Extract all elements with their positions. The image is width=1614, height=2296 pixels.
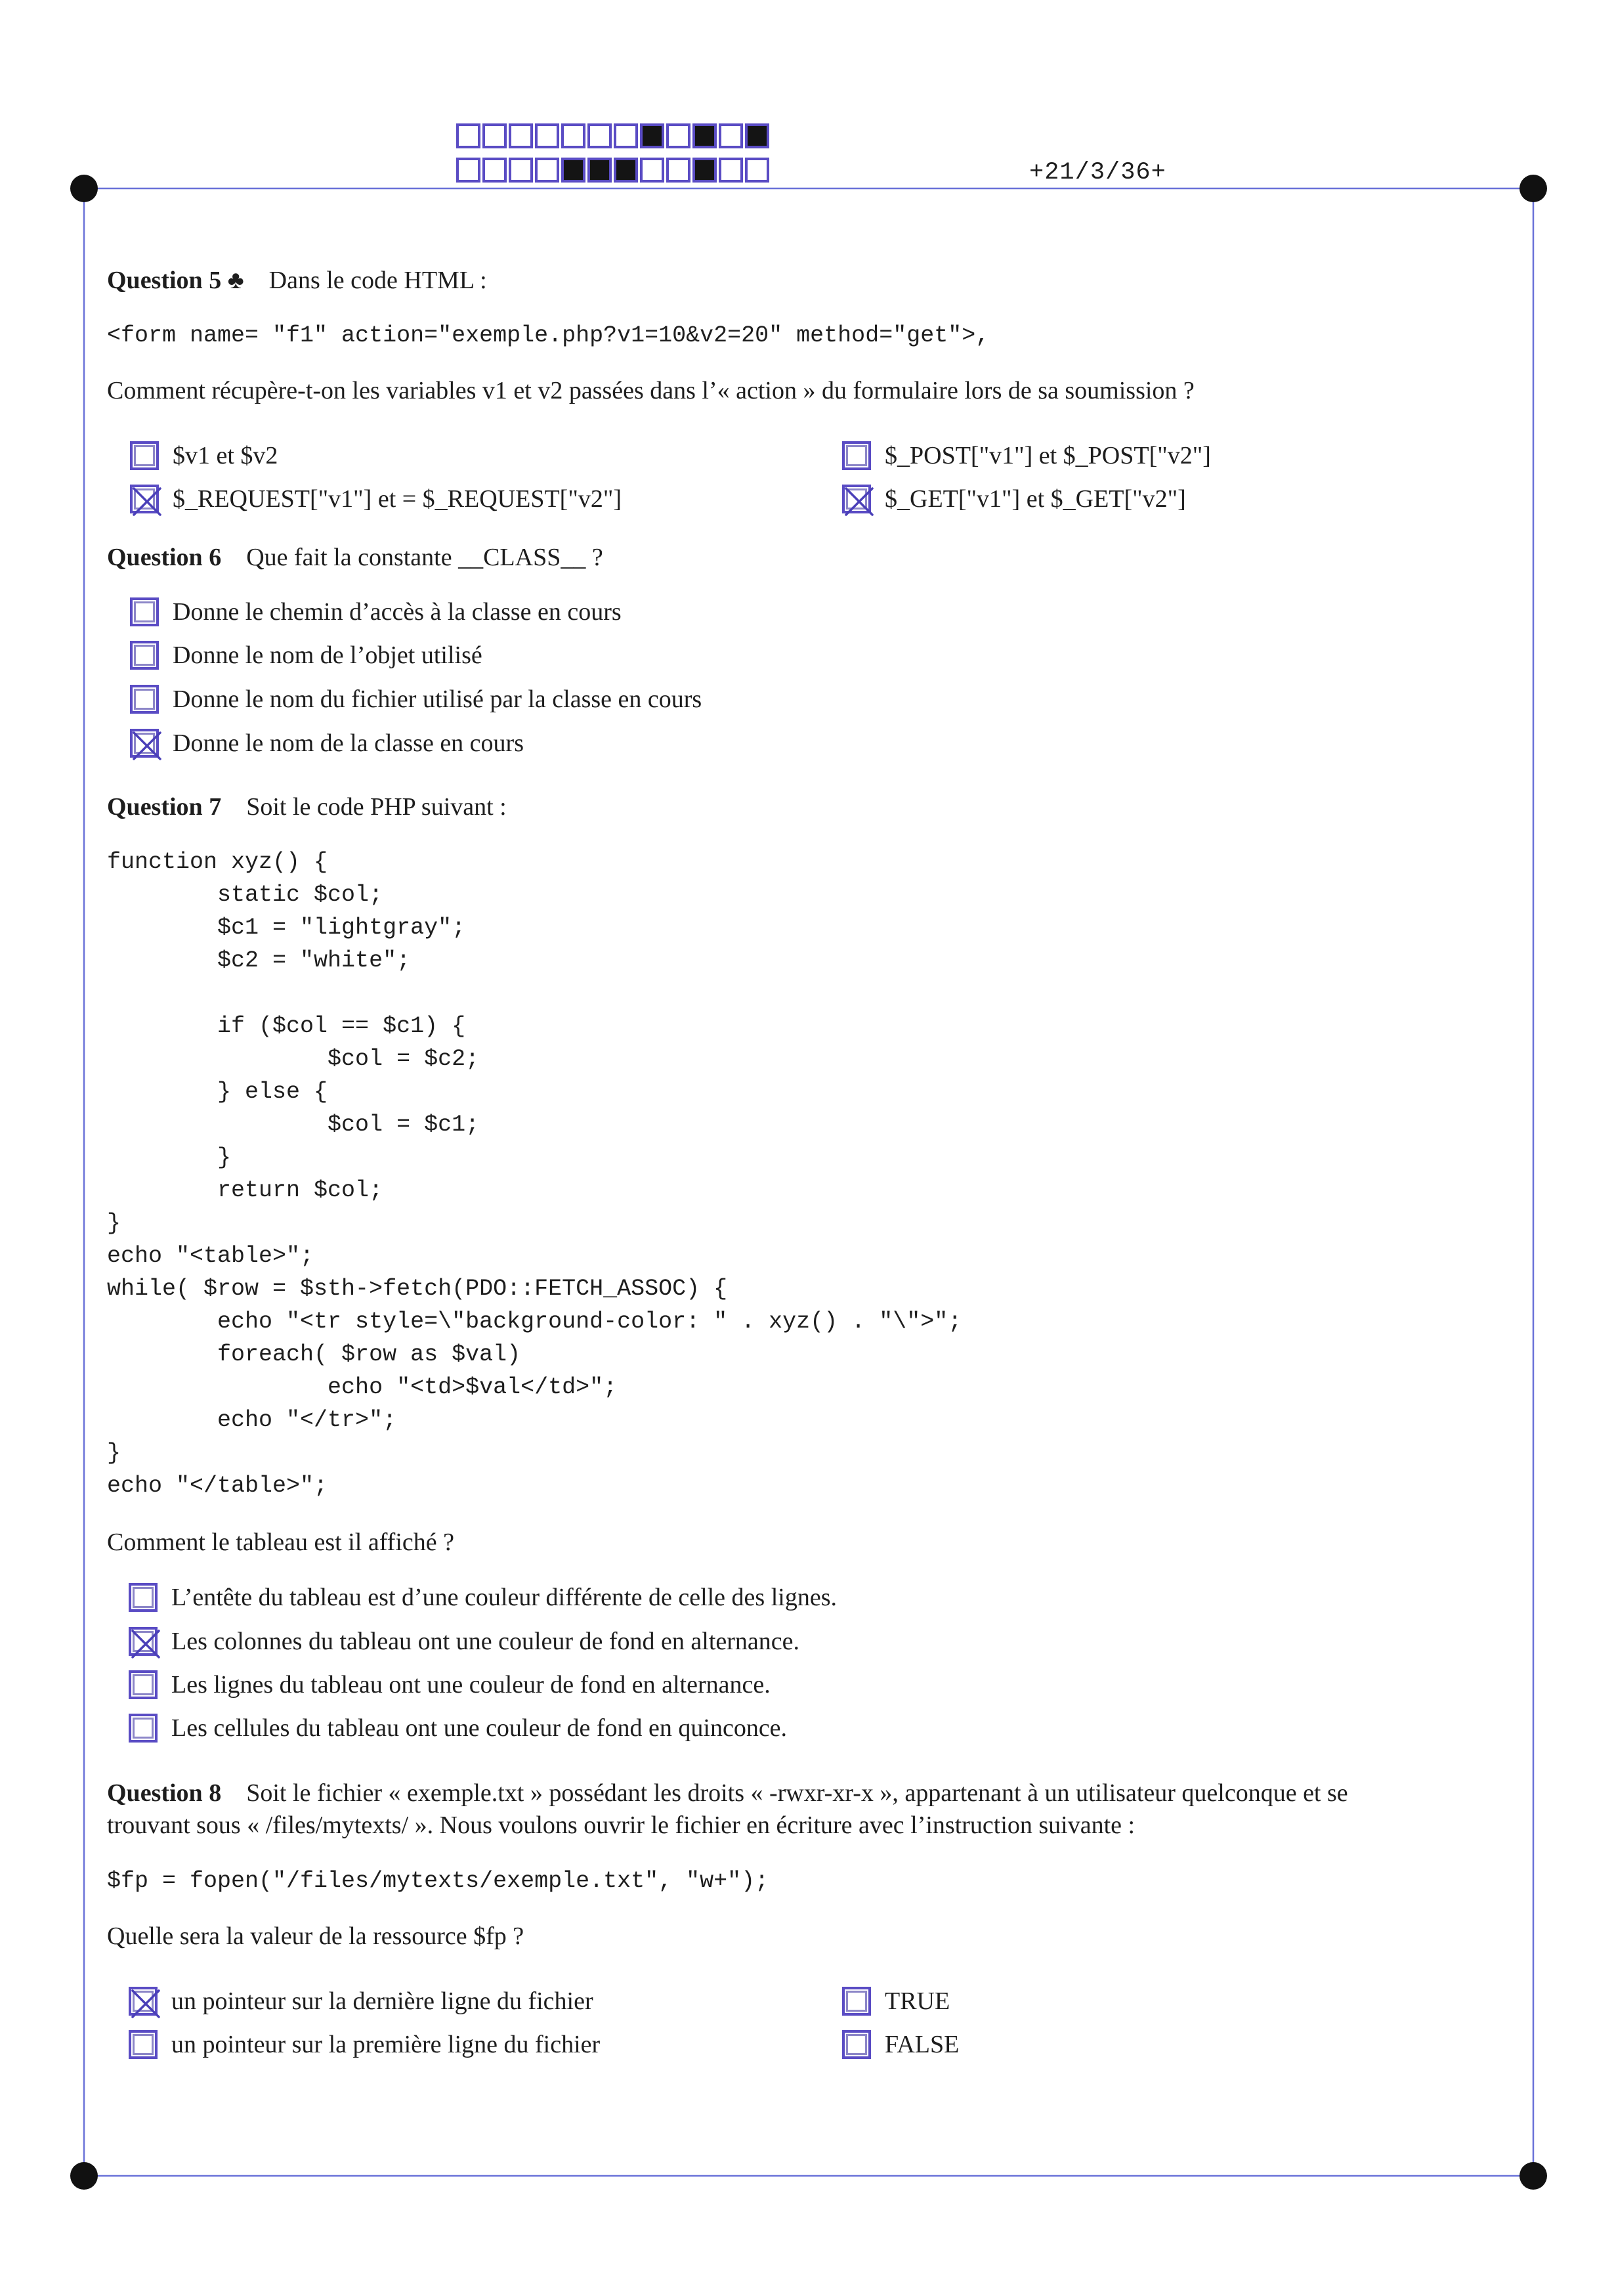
question-5-title: Question 5 ♣: [107, 267, 244, 294]
barcode-cell: [482, 158, 507, 183]
q5-option-3-label: $_REQUEST["v1"] et = $_REQUEST["v2"]: [173, 485, 622, 513]
question-5-question: Comment récupère-t-on les variables v1 et v2 passées dans l’« action » du formulaire lors de sa soumission ?: [107, 377, 1195, 404]
q8-option-4-label: FALSE: [885, 2031, 960, 2058]
corner-mark-bottom-right: [1519, 2162, 1547, 2190]
q5-option-1-checkbox[interactable]: [130, 441, 159, 470]
barcode-cell: [456, 123, 480, 148]
cross-mark-icon: [129, 483, 165, 520]
q7-option-2-label: Les colonnes du tableau ont une couleur de fond en alternance.: [171, 1628, 800, 1655]
q6-option-2-label: Donne le nom de l’objet utilisé: [173, 641, 482, 669]
question-6-prompt: Que fait la constante __CLASS__ ?: [246, 544, 603, 571]
q7-option-1-checkbox[interactable]: [129, 1583, 158, 1612]
question-8-prompt-line-2: trouvant sous « /files/mytexts/ ». Nous voulons ouvrir le fichier en écriture avec l’instruction suivante :: [107, 1811, 1136, 1839]
barcode-cell: [535, 123, 559, 148]
q5-option-3-checkbox[interactable]: [130, 485, 159, 513]
corner-mark-bottom-left: [70, 2162, 98, 2190]
question-8-header: [107, 1777, 1348, 1809]
q5-option-4-label: $_GET["v1"] et $_GET["v2"]: [885, 485, 1186, 513]
barcode-cell: [719, 123, 743, 148]
barcode-cell: [640, 123, 664, 148]
q8-option-2-label: TRUE: [885, 1987, 950, 2015]
barcode-row-2: [456, 158, 771, 183]
barcode-cell: [614, 123, 638, 148]
q8-option-3-label: un pointeur sur la première ligne du fichier: [171, 2031, 601, 2058]
question-5-prompt: Dans le code HTML :: [268, 267, 487, 294]
q5-option-2-label: $_POST["v1"] et $_POST["v2"]: [885, 442, 1211, 469]
q7-option-2-checkbox[interactable]: [129, 1627, 158, 1656]
barcode-cell: [666, 123, 690, 148]
barcode-cell: [614, 158, 638, 183]
barcode-cell: [692, 158, 717, 183]
question-6-header: [107, 541, 603, 574]
q8-option-1-label: un pointeur sur la dernière ligne du fichier: [171, 1987, 593, 2015]
q5-option-2-checkbox[interactable]: [842, 441, 871, 470]
barcode-cell: [456, 158, 480, 183]
barcode-cell: [561, 158, 585, 183]
q8-option-2-checkbox[interactable]: [842, 1987, 871, 2016]
question-5-header: [107, 264, 487, 297]
barcode-cell: [666, 158, 690, 183]
q6-option-1-checkbox[interactable]: [130, 597, 159, 626]
barcode-cell: [719, 158, 743, 183]
question-7-header: [107, 791, 507, 823]
question-5-code: <form name= "f1" action="exemple.php?v1=10&v2=20" method="get">,: [107, 322, 990, 349]
q8-option-1-checkbox[interactable]: [129, 1987, 158, 2016]
cross-mark-icon: [129, 727, 165, 764]
barcode-cell: [561, 123, 585, 148]
cross-mark-icon: [127, 1626, 164, 1662]
q6-option-3-label: Donne le nom du fichier utilisé par la classe en cours: [173, 685, 702, 713]
question-6-title: Question 6: [107, 544, 222, 571]
q6-option-3-checkbox[interactable]: [130, 685, 159, 714]
barcode-cell: [640, 158, 664, 183]
barcode-cell: [509, 158, 533, 183]
barcode-cell: [535, 158, 559, 183]
question-8-title: Question 8: [107, 1779, 222, 1807]
question-7-title: Question 7: [107, 793, 222, 821]
q6-option-1-label: Donne le chemin d’accès à la classe en cours: [173, 598, 622, 626]
barcode-cell: [509, 123, 533, 148]
q7-option-4-checkbox[interactable]: [129, 1714, 158, 1743]
q5-option-4-checkbox[interactable]: [842, 485, 871, 513]
corner-mark-top-right: [1519, 175, 1547, 202]
q6-option-4-checkbox[interactable]: [130, 729, 159, 758]
cross-mark-icon: [127, 1985, 164, 2022]
barcode-cell: [692, 123, 717, 148]
q6-option-2-checkbox[interactable]: [130, 641, 159, 670]
q5-option-1-label: $v1 et $v2: [173, 442, 278, 469]
barcode-cell: [587, 158, 612, 183]
barcode-cell: [745, 123, 769, 148]
q8-option-3-checkbox[interactable]: [129, 2030, 158, 2059]
q7-option-4-label: Les cellules du tableau ont une couleur de fond en quinconce.: [171, 1714, 788, 1742]
question-8-prompt-line-1: Soit le fichier « exemple.txt » possédant les droits « -rwxr-xr-x », appartenant à un utilisateur quelconque et se: [246, 1779, 1348, 1807]
question-7-prompt: Soit le code PHP suivant :: [246, 793, 507, 821]
q6-option-4-label: Donne le nom de la classe en cours: [173, 729, 524, 757]
q7-option-3-label: Les lignes du tableau ont une couleur de fond en alternance.: [171, 1671, 771, 1699]
q7-option-1-label: L’entête du tableau est d’une couleur différente de celle des lignes.: [171, 1584, 837, 1611]
barcode-cell: [482, 123, 507, 148]
barcode-cell: [587, 123, 612, 148]
q7-option-3-checkbox[interactable]: [129, 1670, 158, 1699]
question-7-code: function xyz() { static $col; $c1 = "lightgray"; $c2 = "white"; if ($col == $c1) { $col = $c2; } else { $col = $c1; } return $col; } echo "<table>"; while( $row = $sth->fetch(PDO::FETCH_ASSOC) { echo "<tr style=\"background-color: " . xyz() . "\">"; foreach( $row as $val) echo "<td>$val</td>"; echo "</tr>"; } echo "</table>";: [107, 849, 962, 1499]
question-8-code: $fp = fopen("/files/mytexts/exemple.txt", "w+");: [107, 1868, 769, 1894]
corner-mark-top-left: [70, 175, 98, 202]
q8-option-4-checkbox[interactable]: [842, 2030, 871, 2059]
question-8-question: Quelle sera la valeur de la ressource $fp ?: [107, 1922, 524, 1950]
cross-mark-icon: [841, 483, 878, 520]
barcode-row-1: [456, 123, 771, 148]
page-identifier: +21/3/36+: [1029, 159, 1166, 186]
question-7-question: Comment le tableau est il affiché ?: [107, 1528, 454, 1556]
barcode-cell: [745, 158, 769, 183]
